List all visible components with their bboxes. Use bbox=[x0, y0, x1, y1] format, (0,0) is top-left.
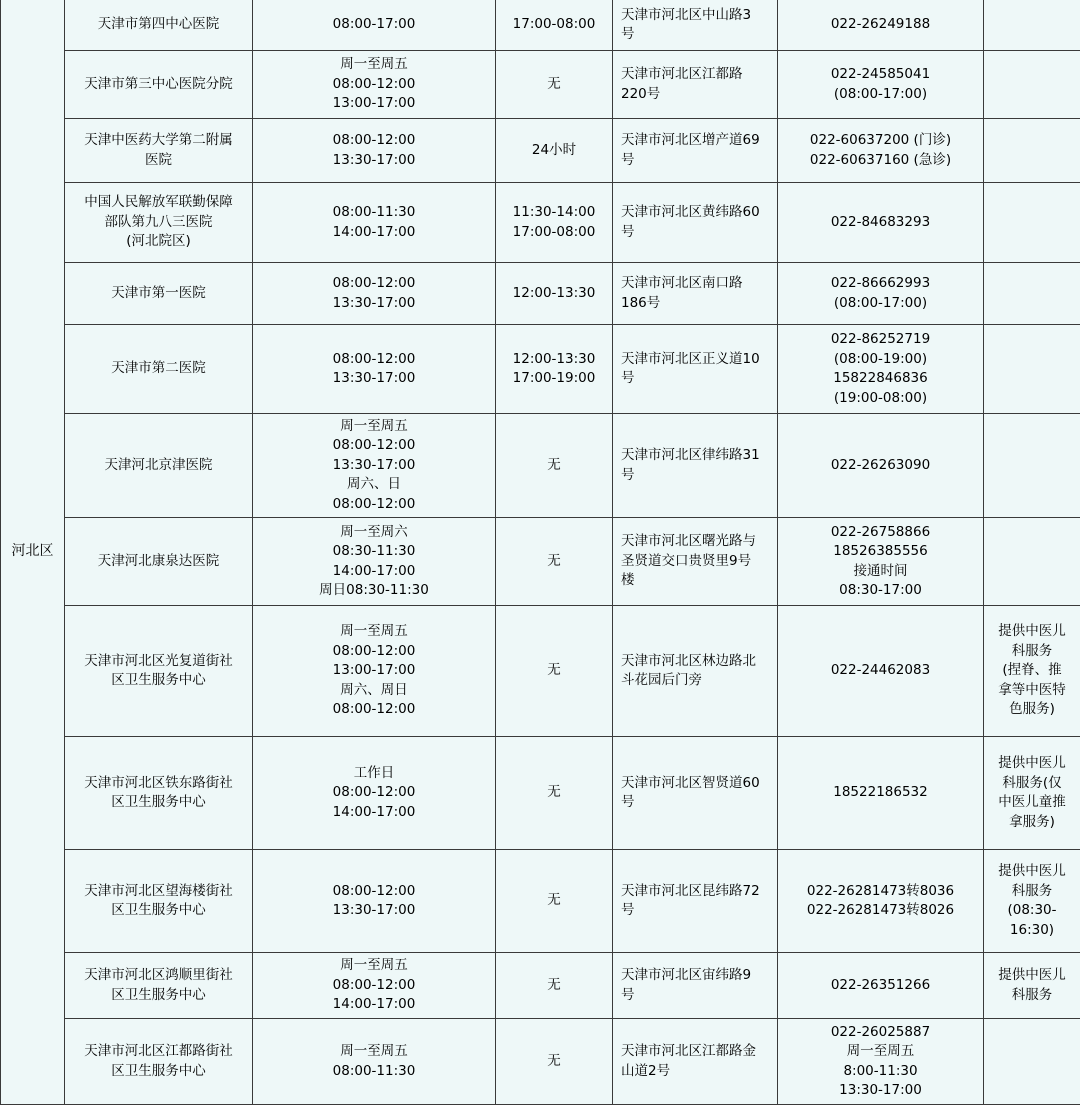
table-row bbox=[1, 263, 1080, 325]
break-hours: 无 bbox=[496, 850, 613, 953]
phone: 022-24462083 bbox=[778, 606, 984, 737]
table-row bbox=[1, 518, 1080, 606]
table-row bbox=[1, 850, 1080, 953]
notes bbox=[984, 325, 1080, 414]
address: 天津市河北区正义道10 号 bbox=[613, 325, 778, 414]
address: 天津市河北区昆纬路72 号 bbox=[613, 850, 778, 953]
notes bbox=[984, 414, 1080, 518]
address: 天津市河北区宙纬路9 号 bbox=[613, 953, 778, 1019]
table-row bbox=[1, 119, 1080, 183]
break-hours: 11:30-14:00 17:00-08:00 bbox=[496, 183, 613, 263]
notes bbox=[984, 51, 1080, 119]
hospital-name: 天津市河北区江都路街社 区卫生服务中心 bbox=[65, 1019, 253, 1105]
break-hours: 无 bbox=[496, 737, 613, 850]
clinic-hours: 周一至周五 08:00-12:00 13:00-17:00 bbox=[253, 51, 496, 119]
phone: 18522186532 bbox=[778, 737, 984, 850]
break-hours: 12:00-13:30 17:00-19:00 bbox=[496, 325, 613, 414]
phone: 022-26281473转8036 022-26281473转8026 bbox=[778, 850, 984, 953]
table-row bbox=[1, 0, 1080, 51]
hospital-name: 天津市第二医院 bbox=[65, 325, 253, 414]
hospital-name: 天津市河北区鸿顺里街社 区卫生服务中心 bbox=[65, 953, 253, 1019]
hospital-name: 天津市第四中心医院 bbox=[65, 0, 253, 51]
clinic-hours: 周一至周五 08:00-12:00 13:30-17:00 周六、日 08:00-12:00 bbox=[253, 414, 496, 518]
address: 天津市河北区黄纬路60 号 bbox=[613, 183, 778, 263]
address: 天津市河北区江都路 220号 bbox=[613, 51, 778, 119]
phone: 022-26758866 18526385556 接通时间 08:30-17:00 bbox=[778, 518, 984, 606]
phone: 022-26249188 bbox=[778, 0, 984, 51]
clinic-hours: 工作日 08:00-12:00 14:00-17:00 bbox=[253, 737, 496, 850]
address: 天津市河北区中山路3 号 bbox=[613, 0, 778, 51]
district-cell: 河北区 bbox=[1, 0, 65, 1105]
phone: 022-26263090 bbox=[778, 414, 984, 518]
phone: 022-84683293 bbox=[778, 183, 984, 263]
break-hours: 12:00-13:30 bbox=[496, 263, 613, 325]
break-hours: 无 bbox=[496, 1019, 613, 1105]
hospital-name: 天津市河北区铁东路街社 区卫生服务中心 bbox=[65, 737, 253, 850]
notes: 提供中医儿 科服务(仅 中医儿童推 拿服务) bbox=[984, 737, 1080, 850]
table-row bbox=[1, 183, 1080, 263]
hospital-name: 天津河北京津医院 bbox=[65, 414, 253, 518]
clinic-hours: 08:00-17:00 bbox=[253, 0, 496, 51]
clinic-hours: 周一至周五 08:00-12:00 13:00-17:00 周六、周日 08:00-12:00 bbox=[253, 606, 496, 737]
address: 天津市河北区林边路北 斗花园后门旁 bbox=[613, 606, 778, 737]
address: 天津市河北区增产道69 号 bbox=[613, 119, 778, 183]
hospital-name: 天津中医药大学第二附属 医院 bbox=[65, 119, 253, 183]
clinic-hours: 08:00-12:00 13:30-17:00 bbox=[253, 119, 496, 183]
notes: 提供中医儿 科服务 bbox=[984, 953, 1080, 1019]
notes bbox=[984, 0, 1080, 51]
notes bbox=[984, 183, 1080, 263]
table-row bbox=[1, 1019, 1080, 1105]
clinic-hours: 周一至周六 08:30-11:30 14:00-17:00 周日08:30-11:30 bbox=[253, 518, 496, 606]
table-row bbox=[1, 953, 1080, 1019]
hospital-name: 天津市第三中心医院分院 bbox=[65, 51, 253, 119]
table-row bbox=[1, 606, 1080, 737]
notes bbox=[984, 119, 1080, 183]
notes bbox=[984, 1019, 1080, 1105]
hospital-name: 天津河北康泉达医院 bbox=[65, 518, 253, 606]
table-row bbox=[1, 737, 1080, 850]
phone: 022-26351266 bbox=[778, 953, 984, 1019]
notes bbox=[984, 518, 1080, 606]
clinic-hours: 08:00-12:00 13:30-17:00 bbox=[253, 850, 496, 953]
clinic-hours: 08:00-11:30 14:00-17:00 bbox=[253, 183, 496, 263]
address: 天津市河北区智贤道60 号 bbox=[613, 737, 778, 850]
break-hours: 无 bbox=[496, 953, 613, 1019]
phone: 022-60637200 (门诊) 022-60637160 (急诊) bbox=[778, 119, 984, 183]
phone: 022-86662993 (08:00-17:00) bbox=[778, 263, 984, 325]
hospital-name: 天津市河北区望海楼街社 区卫生服务中心 bbox=[65, 850, 253, 953]
phone: 022-24585041 (08:00-17:00) bbox=[778, 51, 984, 119]
hospital-name: 中国人民解放军联勤保障 部队第九八三医院 (河北院区) bbox=[65, 183, 253, 263]
notes bbox=[984, 263, 1080, 325]
table-row bbox=[1, 414, 1080, 518]
table-row bbox=[1, 51, 1080, 119]
break-hours: 无 bbox=[496, 51, 613, 119]
table-row bbox=[1, 325, 1080, 414]
hospital-name: 天津市第一医院 bbox=[65, 263, 253, 325]
break-hours: 无 bbox=[496, 414, 613, 518]
break-hours: 17:00-08:00 bbox=[496, 0, 613, 51]
phone: 022-26025887 周一至周五 8:00-11:30 13:30-17:00 bbox=[778, 1019, 984, 1105]
clinic-hours: 08:00-12:00 13:30-17:00 bbox=[253, 263, 496, 325]
clinic-hours: 周一至周五 08:00-12:00 14:00-17:00 bbox=[253, 953, 496, 1019]
address: 天津市河北区江都路金 山道2号 bbox=[613, 1019, 778, 1105]
break-hours: 无 bbox=[496, 606, 613, 737]
address: 天津市河北区律纬路31 号 bbox=[613, 414, 778, 518]
notes: 提供中医儿 科服务 (捏脊、推 拿等中医特 色服务) bbox=[984, 606, 1080, 737]
address: 天津市河北区曙光路与 圣贤道交口贵贤里9号 楼 bbox=[613, 518, 778, 606]
clinic-hours: 08:00-12:00 13:30-17:00 bbox=[253, 325, 496, 414]
break-hours: 无 bbox=[496, 518, 613, 606]
break-hours: 24小时 bbox=[496, 119, 613, 183]
hospital-name: 天津市河北区光复道街社 区卫生服务中心 bbox=[65, 606, 253, 737]
clinic-hours: 周一至周五 08:00-11:30 bbox=[253, 1019, 496, 1105]
address: 天津市河北区南口路 186号 bbox=[613, 263, 778, 325]
notes: 提供中医儿 科服务 (08:30- 16:30) bbox=[984, 850, 1080, 953]
phone: 022-86252719 (08:00-19:00) 15822846836 (19:00-08:00) bbox=[778, 325, 984, 414]
